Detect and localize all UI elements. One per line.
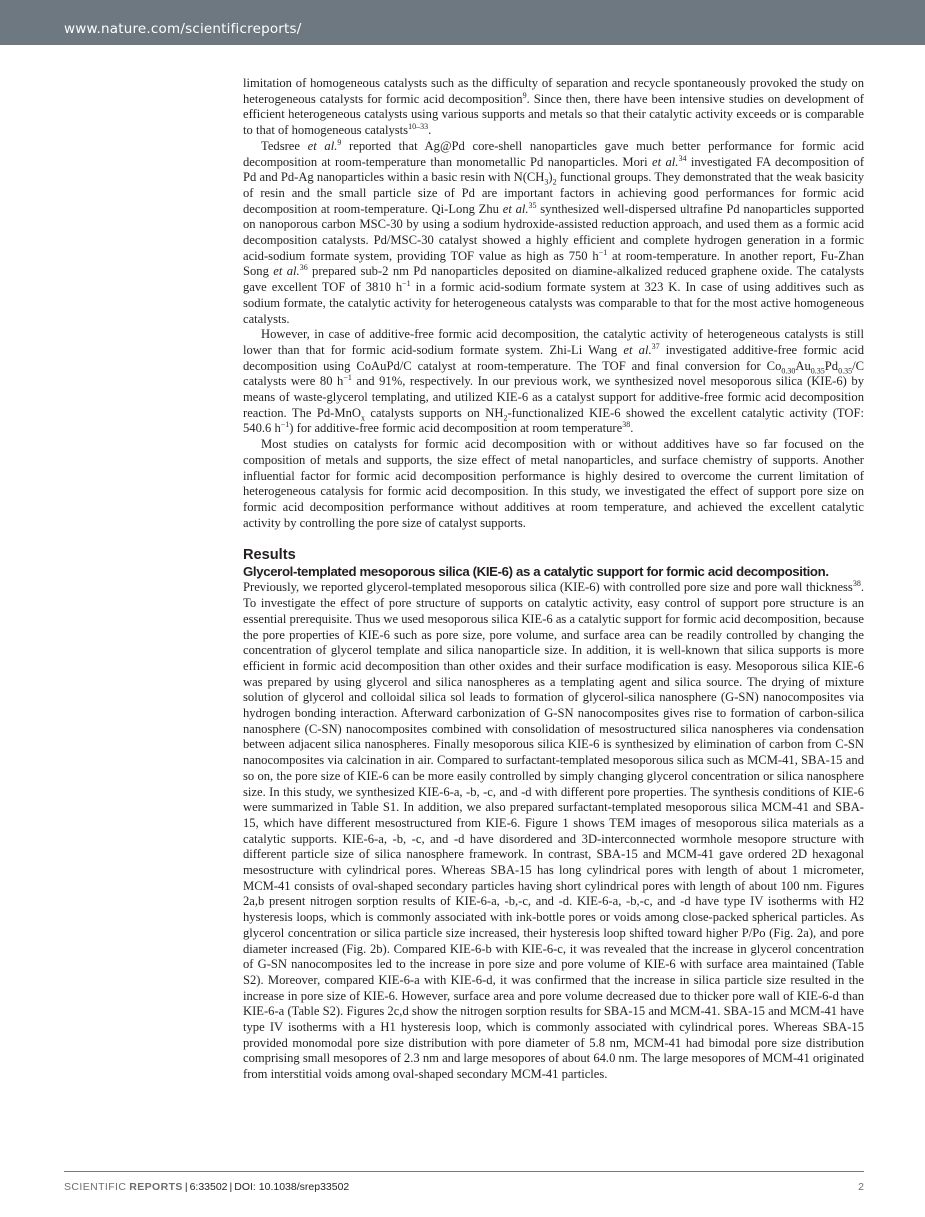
journal-name-scientific: SCIENTIFIC <box>64 1181 127 1193</box>
intro-paragraph-4: Most studies on catalysts for formic acid decomposition with or without additives have so far focused on the composition of metals and supports, the size effect of metal nanoparticles, and surface chemistry of supports. Another influential factor for formic acid decomposition performance is highly desired to overcome the current limitation of heterogeneous catalysis for formic acid decomposition. In this study, we investigated the effect of support pore size on formic acid decomposition performance without additives at room temperature, and achieved the excellent catalytic activity by controlling the pore size of catalyst supports. <box>243 437 864 530</box>
journal-name-reports: REPORTS <box>129 1181 183 1193</box>
footer-divider <box>64 1171 864 1172</box>
results-heading: Results <box>243 547 296 564</box>
citation: 6:33502 <box>189 1181 228 1193</box>
article-body <box>243 76 864 1083</box>
results-subheading: Glycerol-templated mesoporous silica (KIE-6) as a catalytic support for formic acid decomposition. <box>243 564 829 580</box>
intro-paragraph-1: limitation of homogeneous catalysts such as the difficulty of separation and recycle spontaneously provoked the study on heterogeneous catalysts for formic acid decomposition$^9$. Since then, there have been intensive studies on development of efficient heterogeneous catalysts using various supports and metals so that their catalytic activity exceeds or is comparable to that of homogeneous catalysts$^{10-33}$. <box>243 76 864 138</box>
intro-paragraph-2: Tedsree et al.$^9$ reported that Ag@Pd core-shell nanoparticles gave much better performance for formic acid decomposition at room-temperature than monometallic Pd nanoparticles. Mori et al.$^{34}$ investigated FA decomposition of Pd and Pd-Ag nanoparticles within a basic resin with $N(CH_3)_2$ functional groups. They demonstrated that the weak basicity of resin and the small particle size of Pd are important factors in achieving good performances for formic acid decomposition at room-temperature. Qi-Long Zhu et al.$^{35}$ synthesized well-dispersed ultrafine Pd nanoparticles supported on nanoporous carbon MSC-30 by using a sodium hydroxide-assisted reduction approach, and used them as a formic acid decomposition catalysts. Pd/MSC-30 catalyst showed a highly efficient and complete hydrogen generation in a formic acid-sodium formate system, providing TOF value as high as 750 $h^{-1}$ at room-temperature. In another report, Fu-Zhan Song et al.$^{36}$ prepared sub-2 nm Pd nanoparticles deposited on diamine-alkalized reduced graphene oxide. The catalysts gave excellent TOF of 3810 $h^{-1}$ in a formic acid-sodium formate system at 323 K. In case of using additives such as sodium formate, the catalytic activity for heterogeneous catalysts was comparable to that for the most active homogeneous catalysts. <box>243 137 865 326</box>
header-bar <box>0 0 925 45</box>
doi[interactable]: DOI: 10.1038/srep33502 <box>234 1181 350 1193</box>
results-paragraph-1: Previously, we reported glycerol-templated mesoporous silica (KIE-6) with controlled pore size and pore wall thickness$^{38}$. To investigate the effect of pore structure of supports on catalytic activity, easy control of support pore structure is an essential prerequisite. Thus we used mesoporous silica KIE-6 as a catalytic support for formic acid decomposition, because the pore properties of KIE-6 such as pore size, pore volume, and surface area can be readily controlled by changing the concentration of glycerol template and silica nanoparticle size. In addition, it is well-known that silica supports is more efficient in formic acid decomposition than other oxides and their surface modification is easy. Mesoporous silica KIE-6 was prepared by using glycerol and silica nanospheres as a templating agent and silica source. The drying of mixture solution of glycerol and colloidal silica sol leads to formation of glycerol-silica nanosphere (G-SN) nanocomposites via hydrogen bonding interaction. Afterward carbonization of G-SN nanocomposites gives rise to formation of carbon-silica nanosphere (C-SN) nanocomposites combined with consolidation of mesostructured silica nanospheres via condensation between adjacent silica nanospheres. Finally mesoporous silica KIE-6 is synthesized by elimination of carbon from C-SN nanocomposites via calcination in air. Compared to surfactant-templated mesoporous silica such as MCM-41, SBA-15 and so on, the pore size of KIE-6 can be more easily controlled by simply changing glycerol concentration or silica nanosphere size. In this study, we synthesized KIE-6-a, -b, -c, and -d with different pore properties. The synthesis conditions of KIE-6 were summarized in Table S1. In addition, we also prepared surfactant-templated mesoporous silica MCM-41 and SBA-15, which have different mesostructured from KIE-6. Figure 1 shows TEM images of mesoporous silica materials as a catalytic supports. KIE-6-a, -b, -c, and -d have disordered and 3D-interconnected wormhole mesopore structure with different particle size of silica nanosphere framework. In contrast, SBA-15 and MCM-41 gave ordered 2D hexagonal mesostructure with cylindrical pores. Whereas SBA-15 has long cylindrical pores with length of about 1 micrometer, MCM-41 consists of oval-shaped secondary particles having short cylindrical pores with length of about 100 nm. Figures 2a,b present nitrogen sorption results of KIE-6-a, -b,-c, and -d. KIE-6-a, -b,-c, and -d have type IV isotherms with H2 hysteresis loops, which is commonly associated with ink-bottle pores or voids among close-packed spherical particles. As glycerol concentration or silica particle size increased, their hysteresis loop shifted toward higher P/Po (Fig. 2a), and pore diameter increased (Fig. 2b). Compared KIE-6-b with KIE-6-c, it was revealed that the increase in glycerol concentration of G-SN nanocomposites led to the increase in pore size and pore volume of KIE-6 with surface area maintained (Table S2). Moreover, compared KIE-6-a with KIE-6-d, it was confirmed that the increase in silica particle size resulted in the increase in pore size of KIE-6. However, surface area and pore volume decreased due to thicker pore wall of KIE-6-d than KIE-6-a (Table S2). Figures 2c,d show the nitrogen sorption results for SBA-15 and MCM-41. SBA-15 and MCM-41 have type IV isotherms with a H1 hysteresis loop, which is commonly associated with cylindrical pores. Whereas SBA-15 provided monomodal pore size distribution with pore diameter of 5.8 nm, MCM-41 had bimodal pore size distribution comprising small mesopores of 2.3 nm and large mesopores of about 64.0 nm. The large mesopores of MCM-41 originated from interstitial voids among oval-shaped secondary MCM-41 particles. <box>243 579 864 1082</box>
page-number: 2 <box>858 1181 864 1193</box>
journal-url[interactable]: www.nature.com/scientificreports/ <box>64 21 302 37</box>
intro-paragraph-3: However, in case of additive-free formic acid decomposition, the catalytic activity of heterogeneous catalysts is still lower than that for formic acid-sodium formate system. Zhi-Li Wang et al.$^{37}$ investigated additive-free formic acid decomposition using CoAuPd/C catalyst at room-temperature. The TOF and final conversion for $Co_{0.30}Au_{0.35}Pd_{0.35}/C$ catalysts were 80 $h^{-1}$ and 91%, respectively. In our previous work, we synthesized novel mesoporous silica (KIE-6) by means of waste-glycerol templating, and utilized KIE-6 as a catalyst support for additive-free formic acid decomposition reaction. The Pd-MnO$_x$ catalysts supports on $NH_2$-functionalized KIE-6 showed the excellent catalytic activity (TOF: 540.6 $h^{-1}$) for additive-free formic acid decomposition at room temperature$^{38}$. <box>243 327 864 436</box>
page-footer: SCIENTIFIC REPORTS | 6:33502 | DOI: 10.1038/srep33502 2 <box>64 1181 864 1193</box>
